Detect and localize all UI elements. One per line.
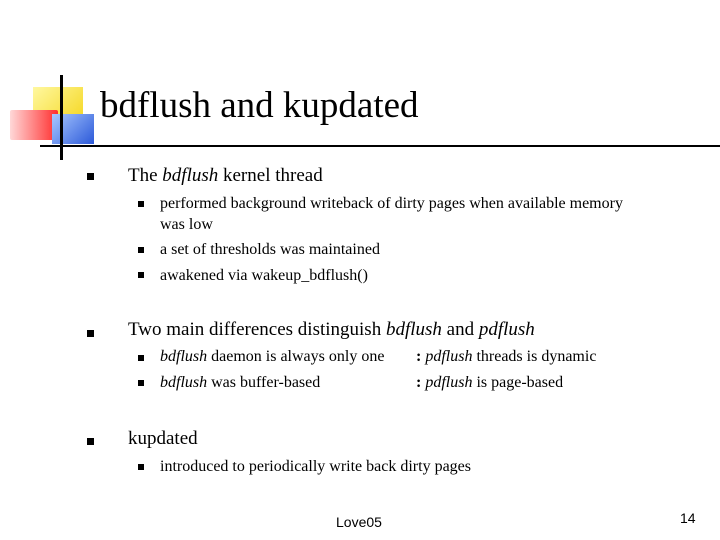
bullet-marker [87,330,94,337]
sub-bullet-1-1: performed background writeback of dirty pages when available memory was low [160,195,623,233]
bullet-3-text: kupdated [128,428,198,449]
sub-bullet-marker [138,464,144,470]
bullet-marker [87,173,94,180]
bullet-2-text: Two main differences distinguish bdflush and pdflush [128,319,535,340]
sub-bullet-1-2: a set of thresholds was maintained [160,241,380,258]
sub-bullet-3-1: introduced to periodically write back dirty pages [160,458,472,475]
red-bar-decoration [10,110,58,140]
sub-bullet-marker [138,355,144,361]
title-underline [40,145,720,147]
sub-bullet-marker [138,201,144,207]
sub-bullet-2-2-left: bdflush was buffer-based [160,374,321,391]
bullet-marker [87,438,94,445]
vertical-rule [60,75,63,160]
sub-bullet-marker [138,272,144,278]
sub-bullet-2-1-right: : pdflush threads is dynamic [416,348,597,365]
bullet-1-text: The bdflush kernel thread [128,165,323,186]
sub-bullet-marker [138,247,144,253]
slide-footer: Love05 [336,514,382,530]
sub-bullet-1-3: awakened via wakeup_bdflush() [160,267,368,284]
page-number: 14 [680,510,696,526]
blue-square-decoration [52,114,94,144]
sub-bullet-2-2-right: : pdflush is page-based [416,374,564,391]
slide-title: bdflush and kupdated [100,85,419,126]
sub-bullet-marker [138,380,144,386]
sub-bullet-2-1-left: bdflush daemon is always only one [160,348,385,365]
title-decoration [0,0,100,165]
